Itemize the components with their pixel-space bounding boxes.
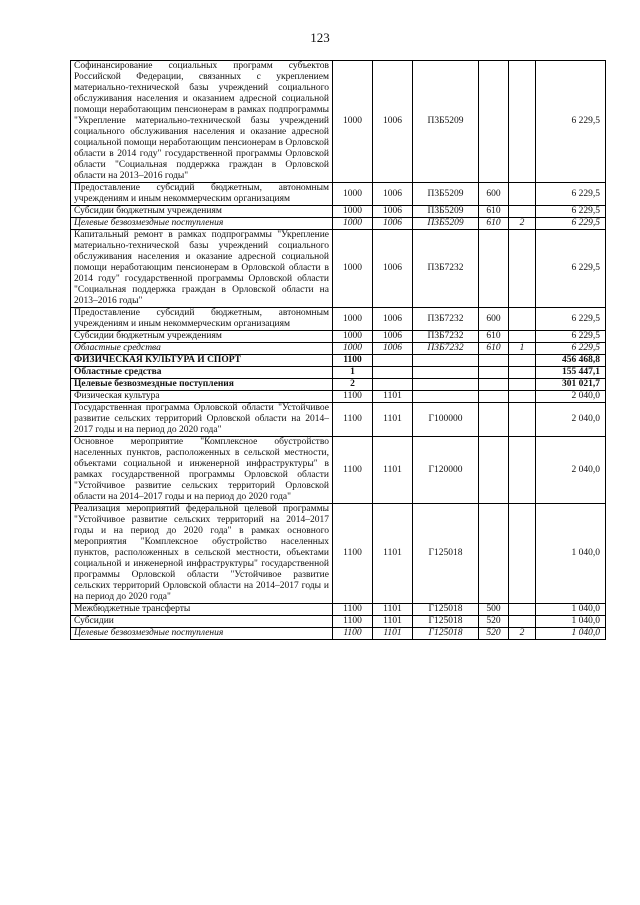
amount: 6 229,5 <box>536 218 606 230</box>
section-code: 2 <box>333 379 373 391</box>
section-code: 1100 <box>333 355 373 367</box>
subsection-code: 1006 <box>373 308 413 331</box>
row-name: Субсидии бюджетным учреждениям <box>71 331 333 343</box>
table-row <box>71 403 606 437</box>
target-article-code: П3Б5209 <box>413 61 479 183</box>
funding-source-code <box>509 206 536 218</box>
table-row <box>71 183 606 206</box>
funding-source-code <box>509 183 536 206</box>
row-name: Целевые безвозмездные поступления <box>71 218 333 230</box>
funding-source-code <box>509 504 536 604</box>
amount: 155 447,1 <box>536 367 606 379</box>
subsection-code: 1006 <box>373 331 413 343</box>
table-row <box>71 379 606 391</box>
subsection-code: 1101 <box>373 437 413 504</box>
funding-source-code <box>509 391 536 403</box>
table-row <box>71 61 606 183</box>
target-article-code: Г125018 <box>413 604 479 616</box>
subsection-code: 1006 <box>373 343 413 355</box>
target-article-code: Г125018 <box>413 504 479 604</box>
amount: 301 021,7 <box>536 379 606 391</box>
table-row <box>71 331 606 343</box>
section-code: 1100 <box>333 628 373 640</box>
table-row <box>71 437 606 504</box>
funding-source-code <box>509 604 536 616</box>
target-article-code: Г125018 <box>413 616 479 628</box>
funding-source-code <box>509 355 536 367</box>
amount: 2 040,0 <box>536 437 606 504</box>
amount: 6 229,5 <box>536 343 606 355</box>
target-article-code: П3Б7232 <box>413 343 479 355</box>
subsection-code: 1101 <box>373 403 413 437</box>
target-article-code <box>413 391 479 403</box>
table-row <box>71 628 606 640</box>
amount: 456 468,8 <box>536 355 606 367</box>
row-name: Государственная программа Орловской области "Устойчивое развитие сельских территорий Орловской области на 2014–2017 годы и на период до 2020 года" <box>71 403 333 437</box>
subsection-code: 1101 <box>373 628 413 640</box>
table-row <box>71 616 606 628</box>
table-row <box>71 230 606 308</box>
section-code: 1000 <box>333 308 373 331</box>
amount: 6 229,5 <box>536 61 606 183</box>
target-article-code: П3Б7232 <box>413 230 479 308</box>
subsection-code: 1101 <box>373 391 413 403</box>
subsection-code: 1101 <box>373 604 413 616</box>
expense-type-code <box>479 437 509 504</box>
expense-type-code: 610 <box>479 206 509 218</box>
amount: 2 040,0 <box>536 403 606 437</box>
section-code: 1000 <box>333 343 373 355</box>
amount: 6 229,5 <box>536 206 606 218</box>
funding-source-code <box>509 379 536 391</box>
target-article-code <box>413 367 479 379</box>
expense-type-code: 610 <box>479 331 509 343</box>
row-name: Областные средства <box>71 367 333 379</box>
amount: 1 040,0 <box>536 604 606 616</box>
subsection-code: 1006 <box>373 230 413 308</box>
target-article-code: П3Б5209 <box>413 206 479 218</box>
section-code: 1000 <box>333 218 373 230</box>
page-number: 123 <box>310 30 330 45</box>
expense-type-code <box>479 379 509 391</box>
expense-type-code <box>479 403 509 437</box>
table-row <box>71 218 606 230</box>
funding-source-code <box>509 367 536 379</box>
amount: 1 040,0 <box>536 504 606 604</box>
section-code: 1100 <box>333 604 373 616</box>
row-name: Основное мероприятие "Комплексное обустройство населенных пунктов, расположенных в сельской местности, объектами социальной и инженерной инфраструктуры" в рамках государственной программы Орловской области "Устойчивое развитие сельских территорий Орловской области на 2014–2017 годы и на период до 2020 года" <box>71 437 333 504</box>
row-name: Целевые безвозмездные поступления <box>71 379 333 391</box>
funding-source-code <box>509 403 536 437</box>
target-article-code: Г125018 <box>413 628 479 640</box>
target-article-code: П3Б5209 <box>413 183 479 206</box>
funding-source-code <box>509 437 536 504</box>
target-article-code: П3Б5209 <box>413 218 479 230</box>
target-article-code: Г120000 <box>413 437 479 504</box>
row-name: Предоставление субсидий бюджетным, автономным учреждениям и иным некоммерческим организациям <box>71 308 333 331</box>
row-name: Софинансирование социальных программ субъектов Российской Федерации, связанных с укреплением материально-технической базы учреждений социального обслуживания населения и оказанием адресной социальной помощи неработающим пенсионерам в рамках подпрограммы "Укрепление материально-технической базы учреждений социального обслуживания населения и оказание адресной социальной помощи неработающим пенсионерам в Орловской области в 2014 году" государственной программы Орловской области "Социальная поддержка граждан в Орловской области на 2013–2016 годы" <box>71 61 333 183</box>
target-article-code: Г100000 <box>413 403 479 437</box>
table-row <box>71 355 606 367</box>
section-code: 1000 <box>333 206 373 218</box>
subsection-code <box>373 367 413 379</box>
row-name: Реализация мероприятий федеральной целевой программы "Устойчивое развитие сельских территорий на 2014–2017 годы и на период до 2020 года" в рамках основного мероприятия "Комплексное обустройство населенных пунктов, расположенных в сельской местности, объектами социальной и инженерной инфраструктуры" государственной программы Орловской области "Устойчивое развитие сельских территорий Орловской области на 2014–2017 годы и на период до 2020 года" <box>71 504 333 604</box>
expense-type-code <box>479 391 509 403</box>
amount: 2 040,0 <box>536 391 606 403</box>
expense-type-code: 600 <box>479 308 509 331</box>
subsection-code: 1101 <box>373 504 413 604</box>
expense-type-code: 610 <box>479 218 509 230</box>
expense-type-code: 500 <box>479 604 509 616</box>
expense-type-code <box>479 355 509 367</box>
subsection-code <box>373 379 413 391</box>
funding-source-code <box>509 616 536 628</box>
section-code: 1000 <box>333 183 373 206</box>
amount: 6 229,5 <box>536 230 606 308</box>
expense-type-code <box>479 230 509 308</box>
budget-table <box>70 60 606 640</box>
funding-source-code <box>509 61 536 183</box>
row-name: Физическая культура <box>71 391 333 403</box>
funding-source-code: 2 <box>509 218 536 230</box>
row-name: Субсидии <box>71 616 333 628</box>
target-article-code <box>413 379 479 391</box>
amount: 6 229,5 <box>536 331 606 343</box>
table-row <box>71 504 606 604</box>
expense-type-code <box>479 367 509 379</box>
row-name: Субсидии бюджетным учреждениям <box>71 206 333 218</box>
funding-source-code <box>509 230 536 308</box>
funding-source-code <box>509 331 536 343</box>
amount: 1 040,0 <box>536 628 606 640</box>
subsection-code <box>373 355 413 367</box>
row-name: Предоставление субсидий бюджетным, автономным учреждениям и иным некоммерческим организациям <box>71 183 333 206</box>
table-row <box>71 308 606 331</box>
table-row <box>71 391 606 403</box>
subsection-code: 1006 <box>373 206 413 218</box>
expense-type-code: 520 <box>479 616 509 628</box>
section-code: 1000 <box>333 230 373 308</box>
expense-type-code: 610 <box>479 343 509 355</box>
subsection-code: 1006 <box>373 183 413 206</box>
section-code: 1100 <box>333 616 373 628</box>
subsection-code: 1006 <box>373 61 413 183</box>
target-article-code: П3Б7232 <box>413 308 479 331</box>
funding-source-code <box>509 308 536 331</box>
funding-source-code: 2 <box>509 628 536 640</box>
row-name: Целевые безвозмездные поступления <box>71 628 333 640</box>
section-code: 1100 <box>333 403 373 437</box>
amount: 6 229,5 <box>536 183 606 206</box>
expense-type-code <box>479 504 509 604</box>
section-code: 1000 <box>333 61 373 183</box>
table-row <box>71 367 606 379</box>
section-code: 1100 <box>333 437 373 504</box>
section-code: 1 <box>333 367 373 379</box>
row-name: Областные средства <box>71 343 333 355</box>
subsection-code: 1006 <box>373 218 413 230</box>
subsection-code: 1101 <box>373 616 413 628</box>
section-code: 1000 <box>333 331 373 343</box>
target-article-code: П3Б7232 <box>413 331 479 343</box>
row-name: ФИЗИЧЕСКАЯ КУЛЬТУРА И СПОРТ <box>71 355 333 367</box>
amount: 6 229,5 <box>536 308 606 331</box>
funding-source-code: 1 <box>509 343 536 355</box>
section-code: 1100 <box>333 504 373 604</box>
target-article-code <box>413 355 479 367</box>
section-code: 1100 <box>333 391 373 403</box>
expense-type-code: 520 <box>479 628 509 640</box>
table-row <box>71 343 606 355</box>
row-name: Капитальный ремонт в рамках подпрограммы "Укрепление материально-технической базы учреждений социального обслуживания населения и оказание адресной социальной помощи неработающим пенсионерам в Орловской области в 2014 году" государственной программы Орловской области "Социальная поддержка граждан в Орловской области на 2013–2016 годы" <box>71 230 333 308</box>
table-body <box>71 61 606 640</box>
table-row <box>71 206 606 218</box>
amount: 1 040,0 <box>536 616 606 628</box>
table-row <box>71 604 606 616</box>
expense-type-code <box>479 61 509 183</box>
expense-type-code: 600 <box>479 183 509 206</box>
row-name: Межбюджетные трансферты <box>71 604 333 616</box>
